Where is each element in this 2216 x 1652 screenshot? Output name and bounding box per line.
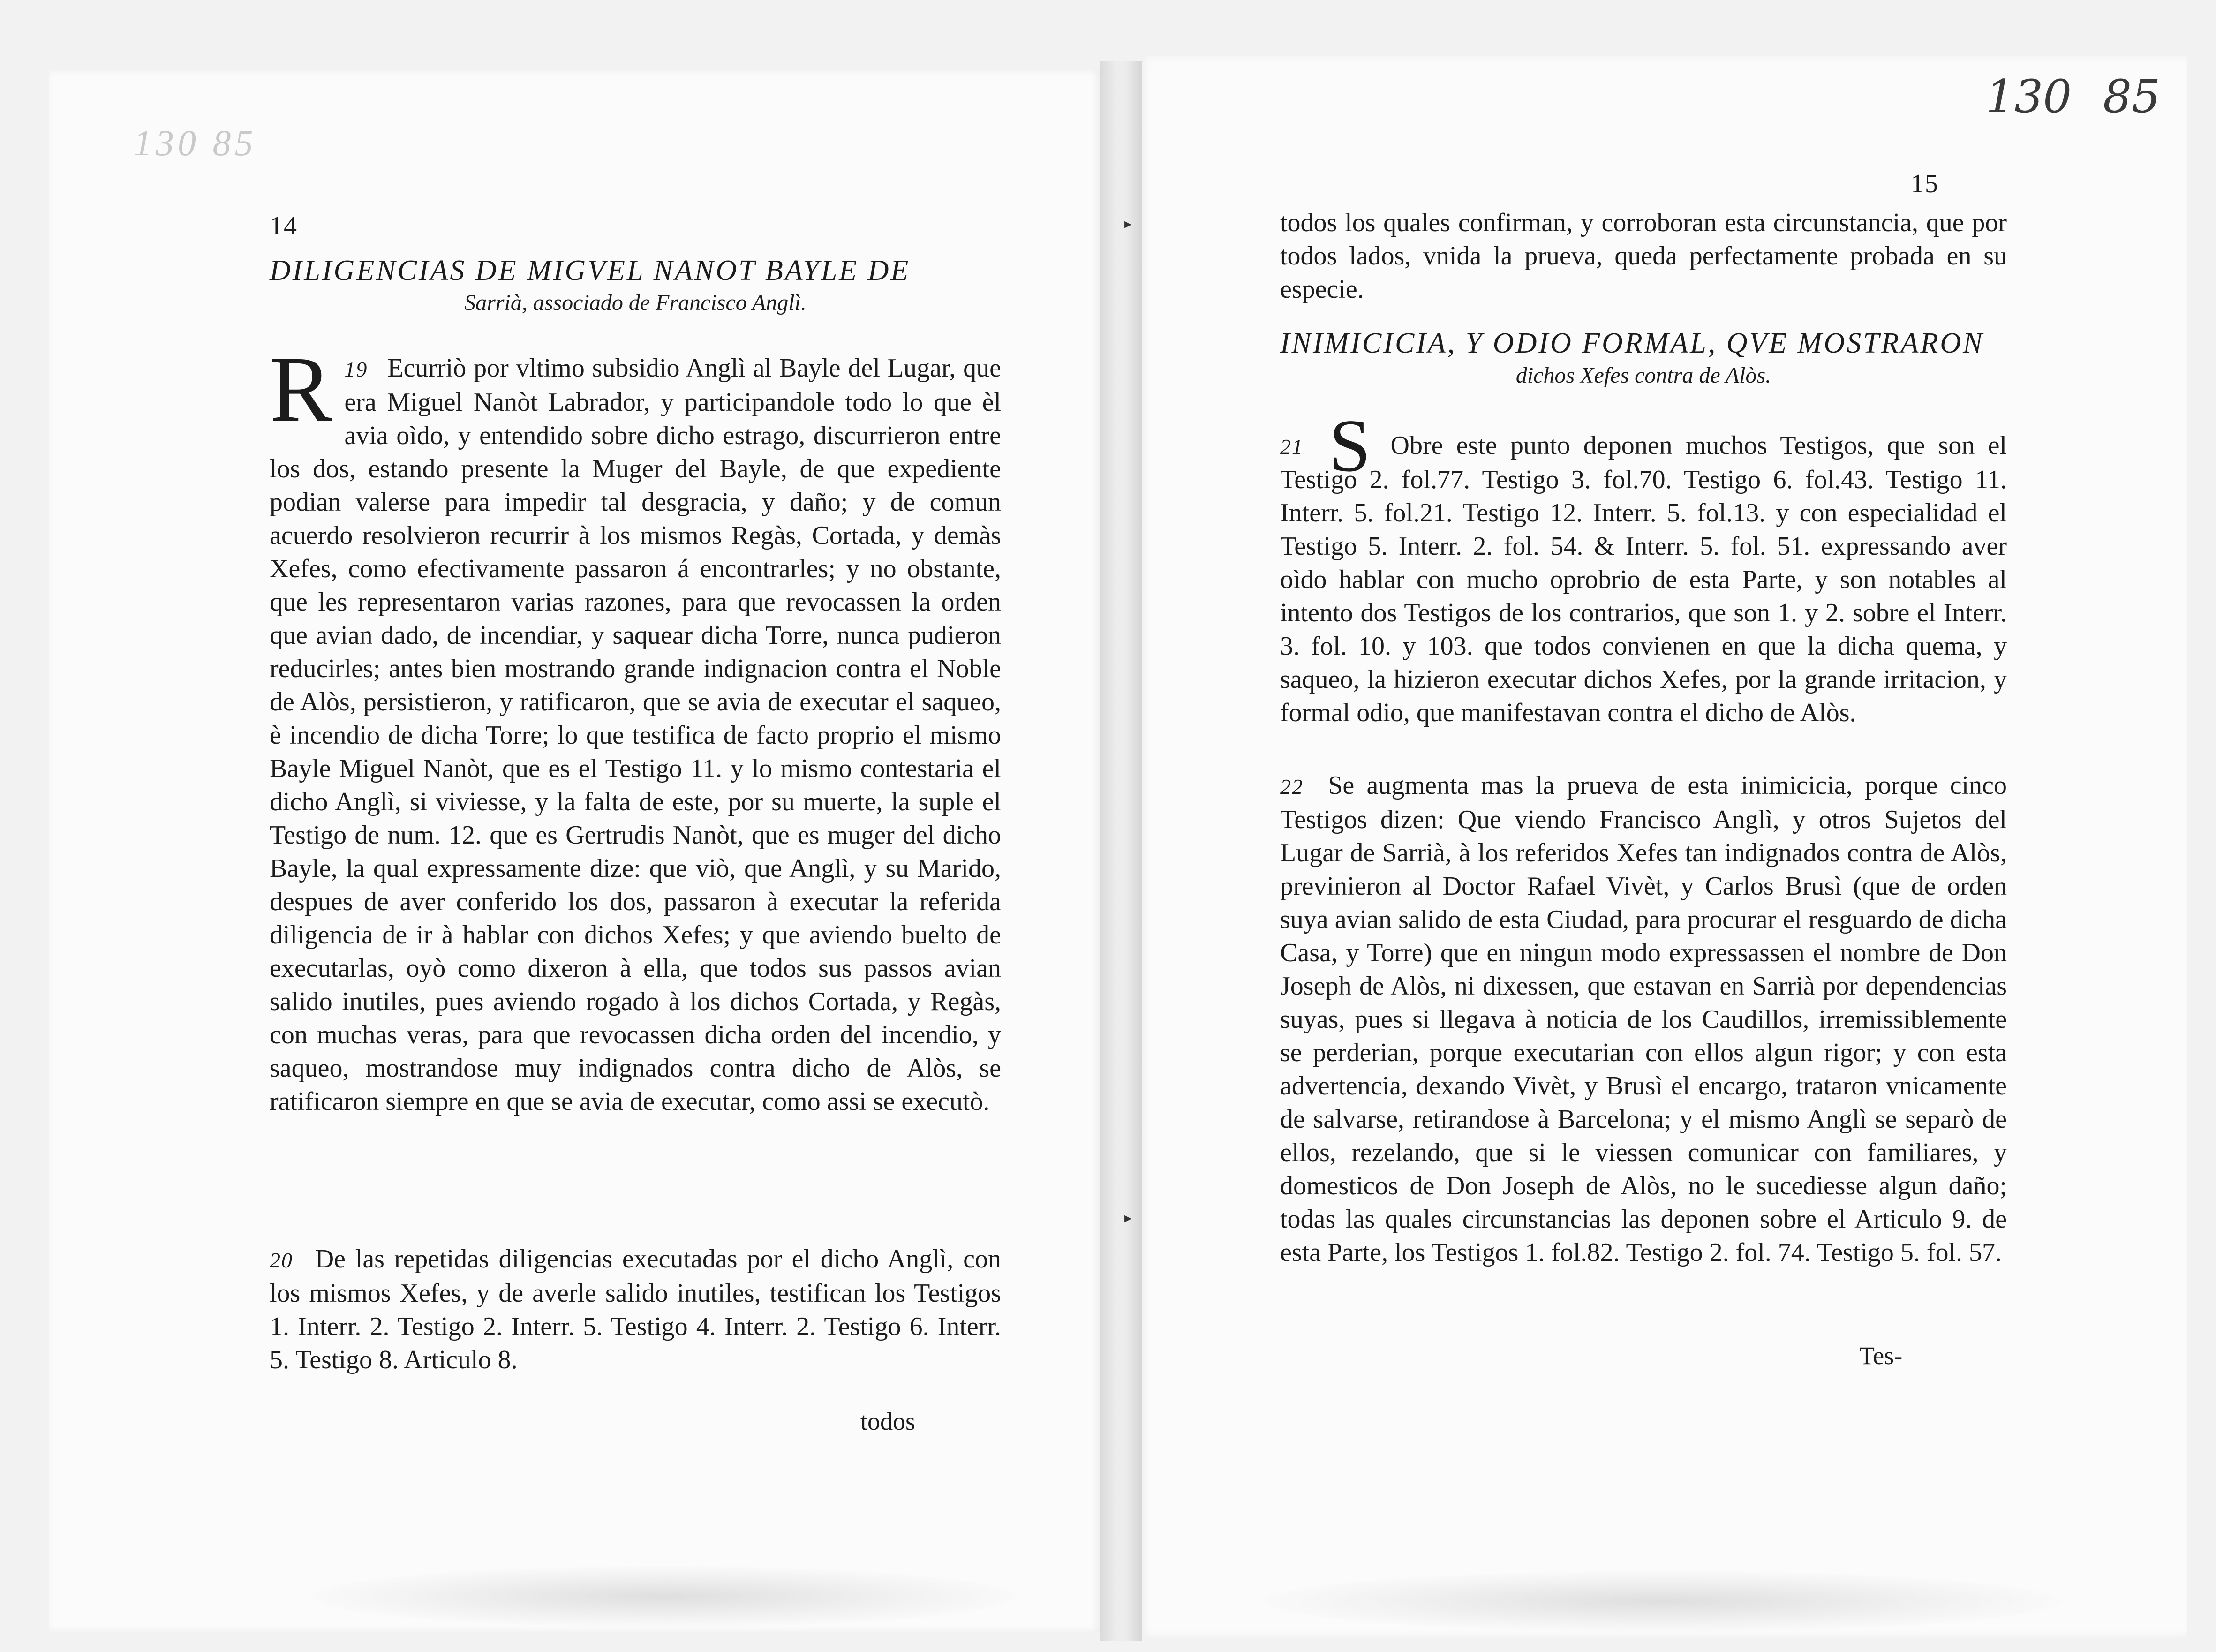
gutter-mark-bottom: ▸	[1124, 1210, 1132, 1226]
page-number: 15	[1911, 169, 1939, 198]
catchword: Tes-	[1859, 1342, 1903, 1370]
paragraph-text: De las repetidas diligencias executadas por el dicho Anglì, con los mismos Xefes, y de averle salido inutiles, testifican los Testigos 1. Interr. 2. Testigo 2. Interr. 5. Testigo 4. Interr. 2. Testigo 6. Interr. 5. Testigo 8. Articulo 8.	[270, 1245, 1001, 1374]
paragraph-20	[270, 1243, 1001, 1377]
paragraph-number: 19	[344, 357, 368, 381]
right-page	[1142, 56, 2187, 1637]
left-page	[49, 70, 1100, 1632]
paragraph-number: 21	[1280, 435, 1304, 459]
drop-cap: S	[1329, 404, 1371, 487]
drop-cap: R	[270, 338, 332, 441]
heading-title: DILIGENCIAS DE MIGVEL NANOT BAYLE DE	[270, 255, 911, 287]
handwritten-folio-number: 130	[1986, 70, 2072, 123]
book-gutter	[1100, 61, 1142, 1641]
water-stain	[312, 1566, 1015, 1627]
intro-paragraph: todos los quales confirman, y corroboran esta circunstancia, que por todos lados, vnida la prueva, queda perfectamente probada en su especie.	[1280, 208, 2007, 304]
paragraph-text: Obre este punto deponen muchos Testigos, que son el Testigo 2. fol.77. Testigo 3. fol.70. Testigo 6. fol.43. Testigo 11. Interr. 5. fol.21. Testigo 12. Interr. 5. fol.13. y con especialidad el Testigo 5. Interr. 2. fol. 54. & Interr. 5. fol. 51. expressando aver oìdo hablar con mucho oprobrio de esta Parte, y son notables al intento dos Testigos de los contrarios, que son 1. y 2. sobre el Interr. 3. fol. 10. y 103. que todos convienen en que la dicha quema, y saqueo, la hizieron executar dichos Xefes, por la grande irritacion, y formal odio, que manifestavan contra el dicho de Alòs.	[1280, 431, 2007, 727]
ghost-folio-bleedthrough: 130 85	[134, 122, 257, 163]
handwritten-folio-number-secondary: 85	[2103, 70, 2161, 123]
section-heading	[1280, 326, 2007, 391]
paragraph-text: Se augmenta mas la prueva de esta inimicicia, porque cinco Testigos dizen: Que viendo Francisco Anglì, y otros Sujetos del Lugar de Sarrià, à los referidos Xefes tan indignados contra de Alòs, previnieron al Doctor Rafael Vivèt, y Carlos Brusì (que de orden suya avian salido de esta Ciudad, para procurar el resguardo de dicha Casa, y Torre) que en ningun modo expressassen el nombre de Don Joseph de Alòs, ni dixessen, que estavan en Sarrià por dependencias suyas, pues si llegava à noticia de los Caudillos, irremissiblemente se perderian, porque executarian con ellos algun rigor; y con esta advertencia, dexando Vivèt, y Brusì el encargo, trataron vnicamente de salvarse, retirandose à Barcelona; y el mismo Anglì se separò de ellos, rezelando, que si le viessen comunicar con familiares, y domesticos de Don Joseph de Alòs, no le sucediesse algun daño; todas las quales circunstancias las deponen sobre el Articulo 9. de esta Parte, los Testigos 1. fol.82. Testigo 2. fol. 74. Testigo 5. fol. 57.	[1280, 771, 2007, 1267]
paragraph-21	[1280, 404, 2007, 730]
paragraph-number: 22	[1280, 775, 1304, 799]
paragraph-19	[270, 338, 1002, 1118]
heading-title: INIMICICIA, Y ODIO FORMAL, QVE MOSTRARON	[1280, 327, 1984, 359]
paragraph-number: 20	[270, 1248, 293, 1272]
paragraph-22	[1280, 769, 2007, 1269]
section-heading	[270, 253, 1001, 318]
heading-subtitle: dichos Xefes contra de Alòs.	[1515, 363, 1771, 388]
heading-subtitle: Sarrià, associado de Francisco Anglì.	[464, 290, 807, 315]
catchword: todos	[860, 1407, 916, 1435]
paragraph-text: Ecurriò por vltimo subsidio Anglì al Bayle del Lugar, que era Miguel Nanòt Labrador, y participandole todo lo que èl avia oìdo, y entendido sobre dicho estrago, discurrieron entre los dos, estando presente la Muger del Bayle, de que expediente podian valerse para impedir tal desgracia, y daño; y de comun acuerdo resolvieron recurrir à los mismos Regàs, Cortada, y demàs Xefes, como efectivamente passaron á encontrarles; y no obstante, que les representaron varias razones, para que revocassen la orden que avian dado, de incendiar, y saquear dicha Torre, nunca pudieron reducirles; antes bien mostrando grande indignacion contra el Noble de Alòs, persistieron, y ratificaron, que se avia de executar el saqueo, è incendio de dicha Torre; lo que testifica de facto proprio el mismo Bayle Miguel Nanòt, que es el Testigo 11. y lo mismo contestaria el dicho Anglì, si viviesse, y la falta de este, por su muerte, la suple el Testigo de num. 12. que es Gertrudis Nanòt, que es muger del dicho Bayle, la qual expressamente dize: que viò, que Anglì, y su Marido, despues de aver conferido los dos, passaron à executar la referida diligencia de ir à hablar con dichos Xefes; y que aviendo buelto de executarlas, oyò como dixeron à ella, que todos sus passos avian salido inutiles, pues aviendo rogado à los dichos Cortada, y Regàs, con muchas veras, para que revocassen dicha orden del incendio, y saqueo, mostrandose muy indignados contra dicho de Alòs, se ratificaron siempre en que se avia de executar, como assi se executò.	[270, 354, 1002, 1116]
gutter-mark-top: ▸	[1124, 216, 1132, 232]
page-number: 14	[270, 211, 298, 241]
water-stain	[1264, 1571, 2061, 1632]
